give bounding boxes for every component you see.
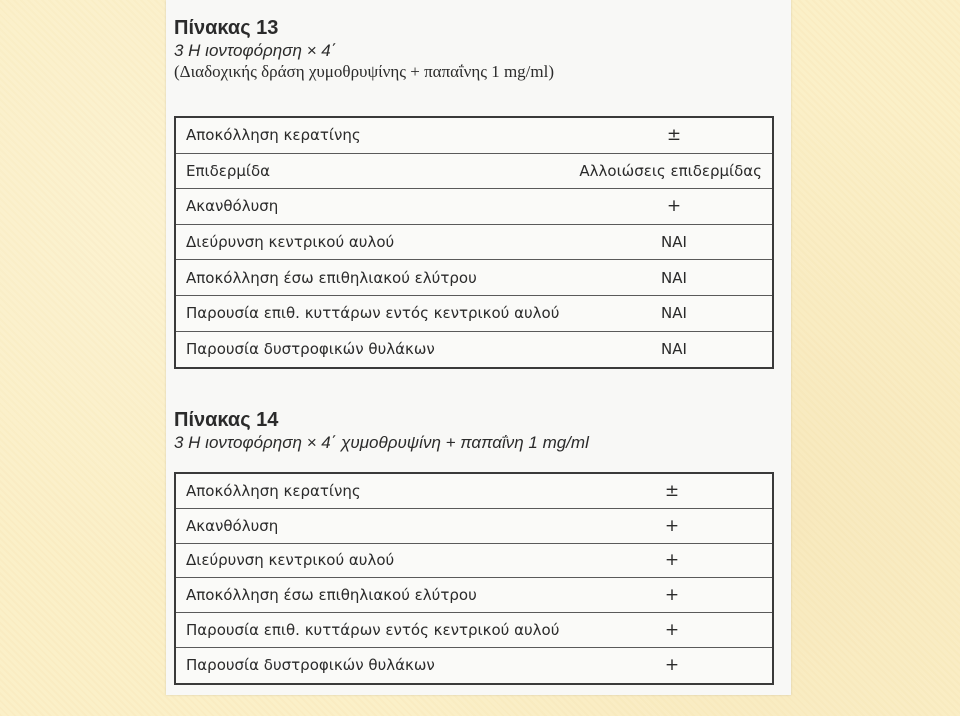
- table-row: [176, 154, 772, 190]
- table-row: [176, 296, 772, 332]
- scanned-page: [166, 0, 791, 695]
- table-row: [176, 225, 772, 261]
- table-13-title: Πίνακας 13: [174, 17, 279, 39]
- row-label: Διεύρυνση κεντρικού αυλού: [186, 551, 395, 570]
- row-value: Αλλοιώσεις επιδερμίδας: [579, 161, 762, 180]
- row-value: +: [664, 550, 680, 571]
- row-value: ±: [666, 125, 682, 146]
- row-value: +: [664, 620, 680, 641]
- table-13-note: (Διαδοχικής δράση χυμοθρυψίνης + παπαΐνης 1 mg/ml): [174, 62, 554, 81]
- row-label: Παρουσία επιθ. κυττάρων εντός κεντρικού αυλού: [186, 621, 560, 640]
- table-14-title: Πίνακας 14: [174, 409, 279, 431]
- table-row: [176, 474, 772, 509]
- table-row: [176, 648, 772, 683]
- row-label: Ακανθόλυση: [186, 197, 279, 216]
- table-13-heading: [174, 16, 554, 82]
- table-row: [176, 260, 772, 296]
- row-label: Επιδερμίδα: [186, 161, 271, 180]
- table-13: [174, 116, 774, 369]
- row-value: +: [664, 585, 680, 606]
- row-label: Παρουσία δυστροφικών θυλάκων: [186, 340, 435, 359]
- table-13-subtitle: 3 Η ιοντοφόρηση × 4΄: [174, 41, 337, 60]
- table-row: [176, 189, 772, 225]
- row-label: Διεύρυνση κεντρικού αυλού: [186, 233, 395, 252]
- table-row: [176, 578, 772, 613]
- table-row: [176, 509, 772, 544]
- row-label: Παρουσία δυστροφικών θυλάκων: [186, 656, 435, 675]
- row-value: +: [664, 655, 680, 676]
- row-value: ΝΑΙ: [661, 304, 687, 323]
- table-row: [176, 613, 772, 648]
- row-label: Αποκόλληση έσω επιθηλιακού ελύτρου: [186, 268, 477, 287]
- row-label: Αποκόλληση κερατίνης: [186, 126, 361, 145]
- row-value: +: [666, 196, 682, 217]
- table-row: [176, 544, 772, 579]
- table-row: [176, 332, 772, 368]
- row-label: Παρουσία επιθ. κυττάρων εντός κεντρικού αυλού: [186, 304, 560, 323]
- row-value: ΝΑΙ: [661, 340, 687, 359]
- row-label: Αποκόλληση έσω επιθηλιακού ελύτρου: [186, 586, 477, 605]
- row-value: +: [664, 515, 680, 536]
- row-value: ΝΑΙ: [661, 233, 687, 252]
- table-14-subtitle: 3 Η ιοντοφόρηση × 4΄ χυμοθρυψίνη + παπαΐνη 1 mg/ml: [174, 433, 589, 452]
- table-row: [176, 118, 772, 154]
- row-value: ΝΑΙ: [661, 268, 687, 287]
- row-label: Αποκόλληση κερατίνης: [186, 481, 361, 500]
- table-14-heading: [174, 408, 589, 454]
- table-14: [174, 472, 774, 685]
- row-value: ±: [664, 480, 680, 501]
- row-label: Ακανθόλυση: [186, 516, 279, 535]
